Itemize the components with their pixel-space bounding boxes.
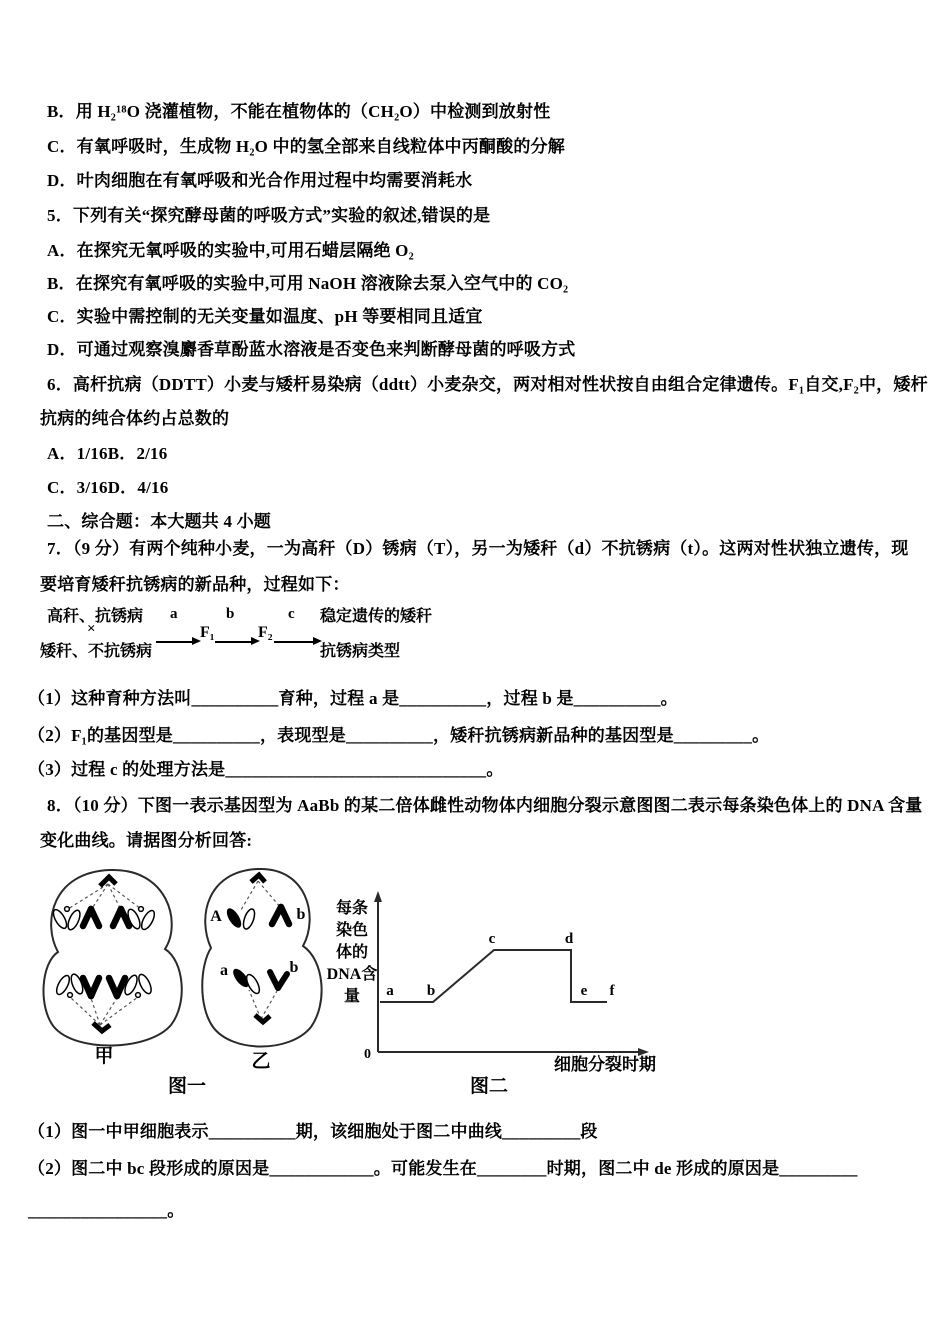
text-line: 5．下列有关“探究酵母菌的呼吸方式”实验的叙述,错误的是 [47,206,491,225]
chromosome-label: A [210,908,222,925]
point-label: d [564,931,574,947]
cross-symbol: × [87,621,96,637]
parent-top-label: 高秆、抗锈病 [47,608,144,625]
text-line: B．用 H₂¹⁸O 浇灌植物，不能在植物体的（CH₂O）中检测到放射性 [47,102,551,121]
text-line: （3）过程 c 的处理方法是______________________________。 [28,760,504,779]
arrow-b-label: b [226,606,235,622]
section-heading: 二、综合题：本大题共 4 小题 [47,512,271,531]
y-axis-arrow-icon [374,891,382,902]
text-line: C．实验中需控制的无关变量如温度、pH 等要相同且适宜 [47,307,483,326]
svg-text:体的: 体的 [335,944,369,961]
x-axis-title: 细胞分裂时期 [554,1055,656,1074]
point-label: e [580,983,588,999]
svg-text:每条: 每条 [335,900,369,917]
q8-figure [0,855,950,1105]
text-line: 8．（10 分）下图一表示基因型为 AaBb 的某二倍体雌性动物体内细胞分裂示意图图二表示每条染色体上的 DNA 含量 [47,796,923,815]
origin-label: 0 [364,1047,371,1062]
text-line: 要培育矮秆抗锈病的新品种，过程如下： [40,575,350,594]
figure2-caption: 图二 [469,1076,509,1097]
cell-jia-label: 甲 [94,1046,114,1067]
arrow-c [274,641,314,643]
text-line: C．3/16D．4/16 [47,478,169,497]
result-top-label: 稳定遗传的矮秆 [320,608,433,625]
text-line: 抗病的纯合体约占总数的 [40,409,230,428]
point-label: f [609,983,615,999]
arrow-a [156,641,193,643]
result-bottom-label: 抗锈病类型 [320,643,401,660]
text-line: ________________。 [28,1201,185,1220]
text-line: 7．（9 分）有两个纯种小麦，一为高秆（D）锈病（T），另一为矮秆（d）不抗锈病（t）。这两对性状独立遗传，现 [47,539,909,558]
dna-content-graph [327,891,656,1097]
arrow-a-label: a [170,606,178,622]
text-line: D．叶肉细胞在有氧呼吸和光合作用过程中均需要消耗水 [47,171,473,190]
text-line: （1）图一中甲细胞表示__________期，该细胞处于图二中曲线_________段 [28,1122,598,1141]
text-line: A．在探究无氧呼吸的实验中,可用石蜡层隔绝 O₂ [47,241,414,260]
chromosome-label: a [220,962,228,979]
text-line: （2）F₁的基因型是__________，表现型是__________，矮秆抗锈病新品种的基因型是_________。 [28,726,770,745]
cell-jia-outline [43,870,181,1046]
text-line: （2）图二中 bc 段形成的原因是____________。可能发生在________时期，图二中 de 形成的原因是_________ [28,1159,858,1178]
cell-yi [202,869,321,1072]
point-label: b [426,983,436,999]
point-label: a [386,983,394,999]
cell-jia [43,870,181,1067]
arrow-b [215,641,252,643]
dna-curve [380,950,607,1002]
graph-axes [378,900,640,1052]
chromosome-label: b [289,959,299,976]
arrow-c-label: c [288,606,295,622]
svg-text:DNA含: DNA含 [326,966,378,983]
text-line: 变化曲线。请据图分析回答: [40,831,253,850]
figure1-caption: 图一 [167,1076,207,1097]
f1-label: F₁ [200,624,215,641]
svg-text:量: 量 [343,988,361,1005]
y-axis-title [327,898,378,1005]
point-label: c [488,931,496,947]
svg-text:染色: 染色 [335,922,369,939]
f2-label: F₂ [258,624,273,641]
parent-bottom-label: 矮秆、不抗锈病 [40,643,153,660]
text-line: B．在探究有氧呼吸的实验中,可用 NaOH 溶液除去泵入空气中的 CO₂ [47,274,569,293]
cell-yi-label: 乙 [251,1051,271,1072]
text-line: C．有氧呼吸时，生成物 H₂O 中的氢全部来自线粒体中丙酮酸的分解 [47,137,565,156]
text-line: （1）这种育种方法叫__________育种，过程 a 是__________，过程 b 是__________。 [28,689,678,708]
text-line: D．可通过观察溴麝香草酚蓝水溶液是否变色来判断酵母菌的呼吸方式 [47,340,576,359]
text-line: 6．高杆抗病（DDTT）小麦与矮杆易染病（ddtt）小麦杂交，两对相对性状按自由组合定律遗传。F₁自交,F₂中，矮杆 [47,375,928,394]
chromosome-label: b [296,906,306,923]
text-line: A．1/16B．2/16 [47,444,168,463]
